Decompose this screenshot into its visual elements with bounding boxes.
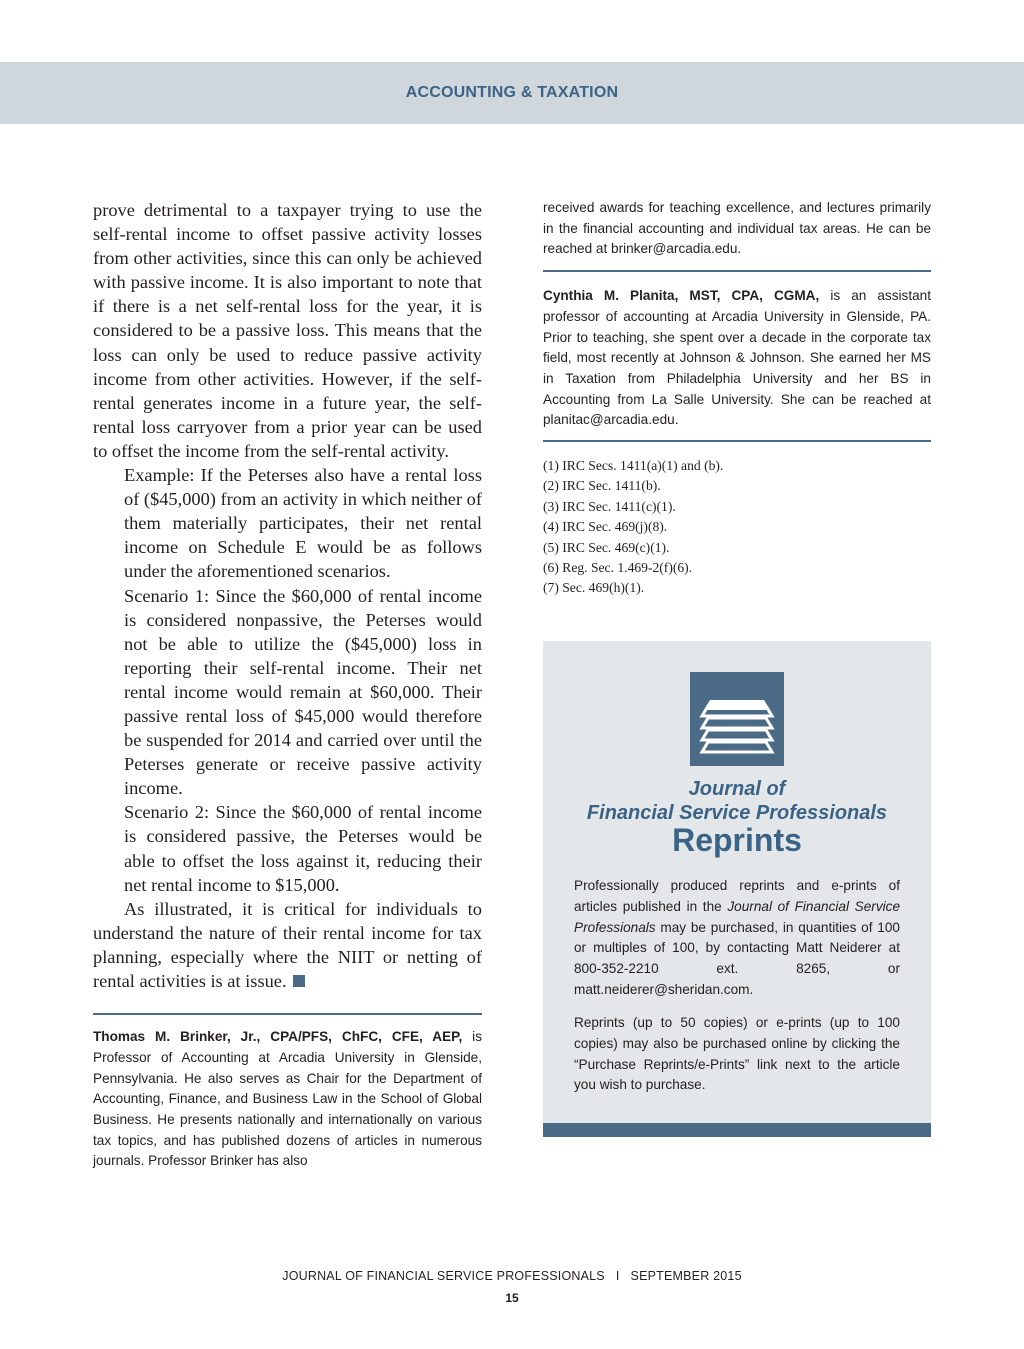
- stacked-pages-icon: [690, 672, 784, 766]
- endnote: (3) IRC Sec. 1411(c)(1).: [543, 498, 676, 514]
- reprints-text: Professionally produced reprints and e-prints of articles published in the: [574, 878, 900, 914]
- divider: [543, 440, 931, 442]
- reprints-text: may be purchased, in quantities of 100 or multiples of 100, by contacting Matt Neiderer at 800-352-2210 ext. 8265, or matt.neiderer@sheridan.com.: [574, 919, 900, 997]
- author-bio-brinker-continued: received awards for teaching excellence, and lectures primarily in the financial accounting and individual tax areas. He can be reached at brinker@arcadia.edu.: [543, 200, 931, 257]
- journal-name-line1: Journal of: [688, 778, 786, 800]
- reprints-footer-band: [543, 1123, 931, 1137]
- endnote: (1) IRC Secs. 1411(a)(1) and (b).: [543, 458, 724, 474]
- author-bio-planita: [543, 286, 931, 431]
- journal-title-italic: Journal of Financial Service Professionals: [574, 898, 901, 935]
- author-bio-text: is an assistant professor of accounting at Arcadia University in Glenside, PA. Prior to teaching, she spent over a decade in the corporate tax field, most recently at Johnson & Johnson. She earned her MS in Taxation from Philadelphia University and her BS in Accounting from La Salle University. She can be reached at planitac@arcadia.edu.: [543, 288, 932, 428]
- reprints-box: [543, 641, 931, 1123]
- end-mark-icon: [293, 975, 305, 987]
- section-title: ACCOUNTING & TAXATION: [405, 84, 619, 101]
- footer-journal-date: JOURNAL OF FINANCIAL SERVICE PROFESSIONALS I SEPTEMBER 2015: [282, 1269, 742, 1283]
- author-name: Cynthia M. Planita, MST, CPA, CGMA,: [543, 288, 820, 304]
- endnote: (6) Reg. Sec. 1.469-2(f)(6).: [543, 560, 693, 576]
- endnote: (4) IRC Sec. 469(j)(8).: [543, 519, 668, 535]
- author-name: Thomas M. Brinker, Jr., CPA/PFS, ChFC, CFE, AEP,: [93, 1029, 463, 1045]
- body-paragraph: Scenario 1: Since the $60,000 of rental income is considered nonpassive, the Peterses would not be able to utilize the ($45,000) loss in reporting their self-rental income. Their net rental income would remain at $60,000. Their passive rental loss of $45,000 would therefore be suspended for 2014 and carried over until the Peterses generate or receive passive activity income.: [124, 585, 482, 799]
- endnote: (2) IRC Sec. 1411(b).: [543, 478, 661, 494]
- body-paragraph: prove detrimental to a taxpayer trying to use the self-rental income to offset passive activity losses from other activities, since this can only be achieved with passive income. It is also important to note that if there is a net self-rental loss for the year, it is considered to be a passive loss. This means that the loss can only be used to reduce passive activity income from other activities. However, if the self-rental generates income in a future year, the self-rental loss carryover from a prior year can be used to offset the income from the self-rental activity.: [93, 200, 482, 461]
- right-column: [543, 198, 931, 599]
- body-paragraph: Scenario 2: Since the $60,000 of rental income is considered passive, the Peterses would be able to offset the loss against it, reducing their net rental income to $15,000.: [124, 802, 482, 895]
- endnotes: [543, 456, 931, 599]
- left-column: [93, 198, 482, 1172]
- endnote: (7) Sec. 469(h)(1).: [543, 580, 645, 596]
- body-paragraph: Example: If the Peterses also have a rental loss of ($45,000) from an activity in which neither of them materially participates, their net rental income on Schedule E would be as follows under the aforementioned scenarios.: [124, 465, 483, 582]
- author-bio-brinker: [93, 1027, 482, 1172]
- reprints-paragraph: [574, 876, 900, 1001]
- page-number: 15: [505, 1291, 519, 1305]
- body-paragraph-text: As illustrated, it is critical for individuals to understand the nature of their rental income for tax planning, especially where the NIIT or netting of rental activities is at issue.: [93, 898, 482, 991]
- endnote: (5) IRC Sec. 469(c)(1).: [543, 539, 670, 555]
- author-bio-text: is Professor of Accounting at Arcadia University in Glenside, Pennsylvania. He also serves as Chair for the Department of Accounting, Finance, and Business Law in the School of Global Business. He presents nationally and internationally on various tax topics, and has published dozens of articles in numerous journals. Professor Brinker has also: [93, 1029, 482, 1169]
- divider: [543, 270, 931, 272]
- journal-name-line2: Financial Service Professionals: [586, 802, 888, 824]
- journal-logo-icon: [690, 672, 784, 766]
- divider: [93, 1013, 482, 1015]
- body-paragraph-last: [93, 897, 482, 993]
- reprints-title: Reprints: [672, 822, 802, 858]
- reprints-paragraph-online: Reprints (up to 50 copies) or e-prints (up to 100 copies) may also be purchased online by clicking the “Purchase Reprints/e-Prints” link next to the article you wish to purchase.: [574, 1015, 900, 1093]
